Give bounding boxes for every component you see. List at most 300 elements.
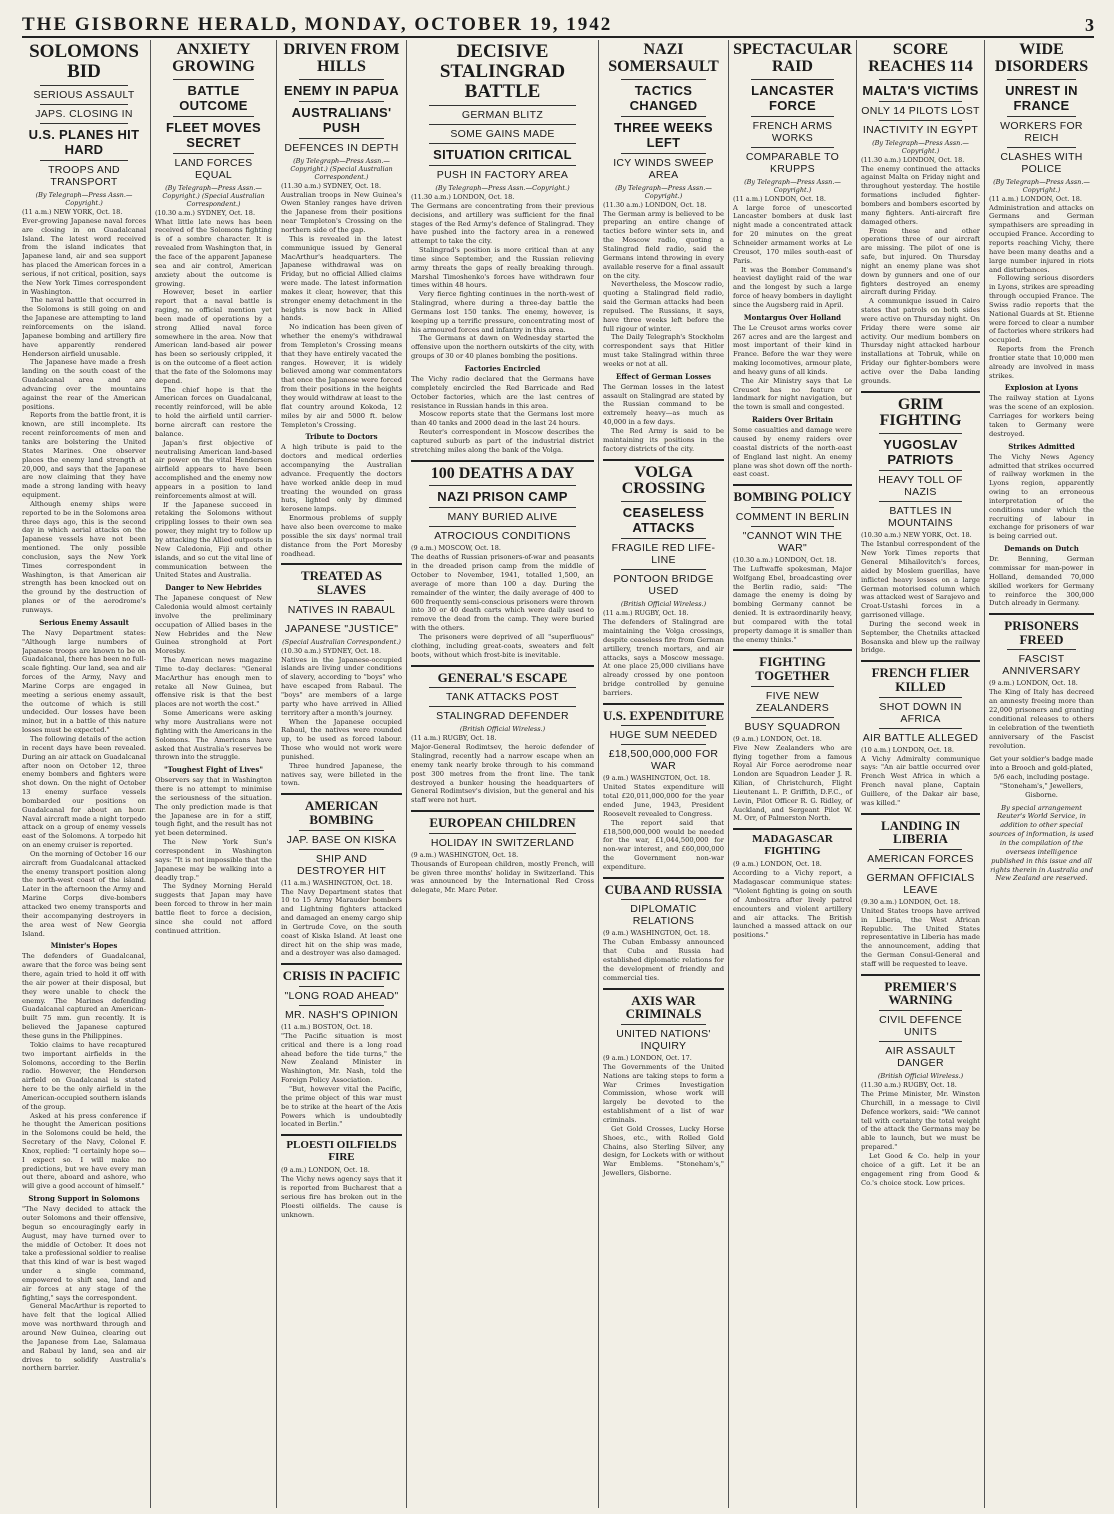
- headline-rule: [429, 165, 576, 166]
- headline-rule: [299, 138, 384, 139]
- article: [155, 42, 272, 935]
- article: [603, 988, 724, 1178]
- headline: VOLGA CROSSING: [621, 463, 706, 498]
- headline: PRISONERS FREED: [1004, 618, 1079, 647]
- subheadline: FIVE NEW ZEALANDERS: [755, 689, 830, 714]
- copyright-notice: By special arrangement Reuter's World Service, in addition to other special sources of information, is used in the compilation of the overseas intelligence published in this issue and all rights therein in Australia and New Zealand are reserved.: [989, 803, 1094, 883]
- paragraph: The German army is believed to be preparing an entire change of tactics before winter sets in, and the Moscow radio, quoting a Stalingrad field radio, said the Germans intend throwing in every available reserve for a final assault on the city.: [603, 209, 724, 280]
- headline: CUBA AND RUSSIA: [604, 881, 723, 897]
- article: [22, 42, 146, 1373]
- paragraph: Although enemy ships were reported to be in the Solomons area three days ago, this is the second day in which aerial attacks on the Japanese vessels have not been mentioned. The only possible conclusion, says the New York Times correspondent in Washington, is that American air strength has been knocked out on the ground by the destruction of planes or of the aerodrome's runways.: [22, 499, 146, 614]
- paragraph: The defenders of Guadalcanal, aware that the force was being sent there, again tried to hold it off with the air power at their disposal, but they were unable to check the enemy. The Marines defending Guadalcanal captured an American-built 75 mm. gun recently. It is believed the Japanese captured these guns in the Philippines.: [22, 952, 146, 1040]
- headline-rule: [879, 470, 962, 471]
- dateline: (10 a.m.) LONDON, Oct. 18.: [861, 745, 954, 754]
- paragraph: The defenders of Stalingrad are maintaining the Volga crossings, despite ceaseless fire from German artillery, trench mortars, and air attacks, says a Moscow message. At one place 25,000 civilians have already crossed by one pontoon bridge controlled by genuine barriers.: [603, 618, 724, 697]
- subheadline: LANCASTER FORCE: [751, 82, 834, 113]
- headline: NAZI SOMERSAULT: [608, 41, 719, 75]
- paragraph: Nevertheless, the Moscow radio, quoting a Stalingrad field radio, said the German attacks had been repulsed. The Russians, it says, have three weeks left before the full rigour of winter.: [603, 280, 724, 333]
- dateline: (11 a.m.) LONDON, Oct. 18.: [989, 194, 1082, 203]
- headline-rule: [429, 706, 576, 707]
- paragraph: The enemy continued the attacks against Malta on Friday night and throughout yesterday. The hostile formations included fighter-bombers and bombers escorted by many fighters. Anti-aircraft fire damaged others.: [861, 164, 980, 226]
- subheadline: UNITED NATIONS' INQUIRY: [616, 1027, 711, 1052]
- dateline: (9 a.m.) MOSCOW, Oct. 18.: [411, 544, 501, 553]
- subheadline: AUSTRALIANS' PUSH: [291, 104, 392, 135]
- paragraph: Dr. Benning, German commissar for man-power in Holland, demanded 70,000 skilled workers for Germany to reinforce the 300,000 Dutch already in Germany.: [989, 555, 1094, 608]
- article-divider: [861, 813, 980, 815]
- article-divider: [281, 963, 402, 965]
- section-subhead: Raiders Over Britain: [751, 415, 834, 425]
- headline: FRENCH FLIER KILLED: [871, 665, 970, 694]
- paragraph: The Vichy news agency says that it is reported from Bucharest that a serious fire has broken out in the Ploesti oilfields. The cause is unknown.: [281, 1175, 402, 1219]
- subheadline: STALINGRAD DEFENDER: [436, 710, 569, 723]
- headline: SPECTACULAR RAID: [733, 41, 852, 75]
- dateline: (9.30 a.m.) LONDON, Oct. 18.: [861, 897, 961, 906]
- article-divider: [603, 703, 724, 705]
- article: [411, 460, 594, 660]
- paragraph: Following serious disorders in Lyons, strikes are spreading through occupied France. The Swiss radio reports that the National Guards at St. Etienne were forced to clear a number of factories where strikers had occupied.: [989, 274, 1094, 345]
- subheadline: SHOT DOWN IN AFRICA: [879, 700, 962, 725]
- dateline: (11.30 a.m.) LONDON, Oct. 18.: [603, 200, 707, 209]
- subheadline: MALTA'S VICTIMS: [862, 82, 979, 98]
- subheadline: DIPLOMATIC RELATIONS: [630, 903, 697, 928]
- article-divider: [411, 460, 594, 462]
- paragraph: Some Americans were asking why more Australians were not fighting with the Americans in the Solomons. The Americans have asked that Australia's reserves be thrown into the struggle.: [155, 709, 272, 762]
- headline-rule: [429, 143, 576, 144]
- subheadline: FASCIST ANNIVERSARY: [1002, 653, 1081, 678]
- paragraph: Five New Zealanders who are flying together from a famous Royal Air Force aerodrome near London are Squadron Leader J. R. Kilian, of Christchurch, Flight Lieutenant L. P. Griffith, D.F.C., of Levin, Pilot Officer R. G. Ridley, of Auckland, and Sergeant Pilot W. M. Orr, of Palmerston North.: [733, 743, 852, 823]
- paragraph: A high tribute is paid to the doctors and medical orderlies accompanying the Australian advance. Frequently the doctors have worked ankle deep in mud treating the wounded on grass huts, lighted only by dimmed kerosene lamps.: [281, 443, 402, 514]
- article-divider: [281, 563, 402, 565]
- headline: TREATED AS SLAVES: [300, 568, 383, 597]
- dateline: (10.30 a.m.) NEW YORK, Oct. 18.: [861, 531, 972, 540]
- headline-rule: [429, 507, 576, 508]
- section-subhead: Explosion at Lyons: [1004, 383, 1079, 393]
- section-subhead: Serious Enemy Assault: [39, 617, 129, 627]
- subheadline: MR. NASH'S OPINION: [285, 1008, 398, 1021]
- paragraph: The Governments of the United Nations are taking steps to form a War Crimes Investigation Commission, whose work will largely be devoted to the establishment of a list of war criminals.: [603, 1062, 724, 1124]
- paragraph: General MacArthur is reported to have felt that the logical Allied move was northward through and around New Guinea, clearing out the Japanese from Lae, Salamaua and Rabaul by land, sea and air drives to solidify Australia's northern barrier.: [22, 1302, 146, 1373]
- headline-rule: [429, 687, 576, 688]
- paragraph: Three hundred Japanese, the natives say, were billeted in the town.: [281, 761, 402, 788]
- wire-credit: (By Telegraph—Press Assn.—Copyright.): [872, 138, 969, 155]
- wire-credit: (By Telegraph—Press Assn.—Copyright.): [993, 177, 1090, 194]
- subheadline: U.S. PLANES HIT HARD: [28, 126, 140, 157]
- paragraph: The naval battle that occurred in the Solomons is still going on and the Japanese are attempting to land reinforcements on the island. Japanese bombing and artillery fire have apparently rendered Henderson airfield unusable.: [22, 296, 146, 358]
- paragraph: United States expenditure will total £20,011,000,000 for the year ended June, 1943, President Roosevelt revealed to Congress.: [603, 783, 724, 818]
- headline: LANDING IN LIBERIA: [880, 817, 961, 847]
- paragraph: "The Navy decided to attack the outer Solomons and their offensive, begun so encouragingly early in August, may have turned over to the middle of October. It does not take a professional soldier to realise that this kind of war is best waged under a single command, empowered to shift sea, land and air forces at any stage of the fighting," says the correspondent.: [22, 1205, 146, 1302]
- dateline: (9 a.m.) LONDON, Oct. 18.: [733, 734, 822, 743]
- paragraph: The Navy Department states: "Although large numbers of Japanese troops are known to be on Guadalcanal, there has been no full-scale fighting. Our land, sea and air forces of the Army, Navy and Marine Corps are engaged in meeting a serious enemy assault, the outcome of which is still undecided. Our losses have been minor, but in a battle of this nature losses must be expected.": [22, 628, 146, 735]
- section-subhead: Demands on Dutch: [1004, 544, 1079, 554]
- headline-rule: [173, 153, 254, 154]
- headline-rule: [879, 501, 962, 502]
- paragraph: The report said that £18,500,000,000 would be needed for the war, £1,044,500,000 for non-war interest, and £60,000,000 the Government non-war expenditure.: [603, 818, 724, 871]
- article: [989, 613, 1094, 750]
- paragraph: The railway station at Lyons was the scene of an explosion. Carriages for workers being taken to Germany were destroyed.: [989, 394, 1094, 438]
- article: [411, 810, 594, 895]
- paragraph: The Germans at dawn on Wednesday started the offensive upon the northern outskirts of the city, with groups of 30 or 40 planes bombing the positions.: [411, 334, 594, 361]
- headline-rule: [879, 728, 962, 729]
- subheadline: SHIP AND DESTROYER HIT: [296, 852, 387, 877]
- paragraph: From these and other operations three of our aircraft are missing. The pilot of one is safe, but injured. On Thursday night an enemy plane was shot down by gunners and one of our fighters destroyed an enemy aircraft during Friday.: [861, 226, 980, 297]
- headline-rule: [621, 79, 706, 80]
- subheadline: HUGE SUM NEEDED: [609, 729, 718, 742]
- paragraph: A Vichy Admiralty communique says: "An air battle occurred over French West Africa in which a French naval plane, Captain Guillere, of the Dakar air base, was killed.": [861, 754, 980, 807]
- article-divider: [603, 877, 724, 879]
- article: [281, 963, 402, 1129]
- article: [861, 974, 980, 1188]
- article-divider: [861, 660, 980, 662]
- paragraph: If the Japanese succeed in retaking the Solomons without crippling losses to their own sea power, they might try to follow up by attacking the Allied outposts in New Caledonia, Fiji and other islands, and so cut the vital line of communication between the United States and Australia.: [155, 500, 272, 580]
- paragraph: The Red Army is said to be maintaining its positions in the factory districts of the city.: [603, 427, 724, 453]
- headline: MADAGASCAR FIGHTING: [752, 833, 833, 857]
- subheadline: MANY BURIED ALIVE: [447, 511, 558, 524]
- headline-rule: [879, 697, 962, 698]
- headline: AXIS WAR CRIMINALS: [625, 992, 702, 1022]
- section-subhead: Minister's Hopes: [50, 941, 118, 951]
- subheadline: COMPARABLE TO KRUPPS: [745, 150, 840, 175]
- page-number: 3: [1085, 14, 1094, 35]
- headline-rule: [173, 79, 254, 80]
- subheadline: JAPANESE "JUSTICE": [284, 622, 399, 635]
- headline-rule: [1007, 147, 1076, 148]
- headline: GENERAL'S ESCAPE: [437, 669, 568, 685]
- column-6: [728, 40, 856, 1508]
- paragraph: The Air Ministry says that Le Creusot has no feature or landmark for night navigation, but the town is small and congested.: [733, 376, 852, 412]
- section-subhead: Tribute to Doctors: [305, 432, 378, 442]
- headline-rule: [879, 868, 962, 869]
- article: [281, 1134, 402, 1219]
- subheadline: £18,500,000,000 FOR WAR: [608, 748, 719, 773]
- headline-rule: [621, 1024, 706, 1025]
- wire-credit: (By Telegraph—Press Assn.—Copyright.): [435, 183, 570, 192]
- subheadline: ICY WINDS SWEEP AREA: [613, 156, 714, 181]
- column-3: [276, 40, 406, 1508]
- subheadline: LAND FORCES EQUAL: [174, 156, 253, 181]
- paragraph: Observers say that in Washington there is no attempt to minimise the seriousness of the situation. The only prediction made is that the Japanese are in for a stiff, tough fight, and the result has not yet been determined.: [155, 776, 272, 838]
- dateline: (11 a.m.) BOSTON, Oct. 18.: [281, 1022, 373, 1031]
- article: [281, 563, 402, 788]
- paragraph: Reports from the French frontier state that 10,000 men already are involved in mass strikes.: [989, 345, 1094, 380]
- subheadline: COMMENT IN BERLIN: [735, 510, 850, 523]
- headline-rule: [1007, 116, 1076, 117]
- subheadline: INACTIVITY IN EGYPT: [862, 123, 979, 136]
- headline-rule: [299, 986, 384, 987]
- headline-rule: [879, 1041, 962, 1042]
- headline-rule: [879, 849, 962, 850]
- paragraph: Ever-growing Japanese naval forces are closing in on Guadalcanal Island. The latest word received from the island indicates that Japanese land, air and sea support has placed the American forces in a serious, if not critical, position, says the New York Times correspondent in Washington.: [22, 216, 146, 296]
- headline-rule: [621, 538, 706, 539]
- article: [281, 42, 402, 558]
- subheadline: PONTOON BRIDGE USED: [613, 573, 714, 598]
- section-subhead: Factories Encircled: [464, 364, 541, 373]
- article-divider: [733, 484, 852, 486]
- headline-rule: [173, 116, 254, 117]
- headline: SCORE REACHES 114: [868, 41, 973, 75]
- article: [281, 793, 402, 958]
- subheadline: ENEMY IN PAPUA: [284, 82, 399, 98]
- column-4: [406, 40, 598, 1508]
- headline-rule: [751, 79, 834, 80]
- subheadline: BUSY SQUADRON: [744, 720, 841, 733]
- paragraph: According to a Vichy report, a Madagascar communique states: "Violent fighting is going on south of Ambositra after lively patrol encounters and violent artillery and air attacks. The British launched a massed attack on our positions.": [733, 869, 852, 940]
- column-8: [984, 40, 1098, 1508]
- paragraph: Australian troops in New Guinea's Owen Stanley ranges have driven the Japanese from their positions near Templeton's Crossing on the northern side of the gap.: [281, 190, 402, 234]
- paragraph: A large force of unescorted Lancaster bombers at dusk last night made a concentrated attack for 20 minutes on the great Schneider armament works at Le Creusot, 170 miles south-east of Paris.: [733, 203, 852, 265]
- article-divider: [603, 988, 724, 990]
- headline: PLOESTI OILFIELDS FIRE: [286, 1139, 397, 1163]
- headline-rule: [299, 101, 384, 102]
- subheadline: NATIVES IN RABAUL: [287, 603, 396, 616]
- subheadline: DEFENCES IN DEPTH: [284, 141, 399, 154]
- dateline: (11 a.m.) WASHINGTON, Oct. 18.: [281, 878, 393, 887]
- article: [733, 484, 852, 644]
- headline-rule: [751, 147, 834, 148]
- headline-rule: [621, 725, 706, 726]
- paragraph: The chief hope is that the American forces on Guadalcanal, recently reinforced, will be able to hold the airfield until carrier-borne aircraft can restore the balance.: [155, 385, 272, 438]
- headline-rule: [299, 1005, 384, 1006]
- paragraph: It was the Bomber Command's heaviest daylight raid of the war and the longest by such a large force of heavy bombers in daylight since the Augsberg raid in April.: [733, 265, 852, 309]
- subheadline: JAPS. CLOSING IN: [35, 107, 133, 120]
- article: [861, 660, 980, 807]
- headline: DECISIVE STALINGRAD BATTLE: [439, 41, 566, 102]
- paragraph: Asked at his press conference if he thought the American positions in the Solomons could be held, the Secretary of the Navy, Colonel F. Knox, replied: "I certainly hope so—I expect so. I will make no predictions, but we have every man out there, aboard and ashore, who will give a good account of himself.": [22, 1111, 146, 1191]
- headline-rule: [621, 116, 706, 117]
- headline-rule: [879, 1010, 962, 1011]
- paragraph: However, beset in earlier report that a naval battle is raging, no official mention yet been made of operations by a strong Allied naval force somewhere in the area. Now that American land-based air power has been so seriously crippled, it is on the outcome of a fleet action that the fate of the Solomons may depend.: [155, 288, 272, 385]
- subheadline: AIR BATTLE ALLEGED: [862, 731, 979, 744]
- headline-rule: [1007, 79, 1076, 80]
- headline: FIGHTING TOGETHER: [755, 654, 830, 684]
- article: [861, 391, 980, 656]
- paragraph: United States troops have arrived in Liberia, the West African Republic. The United States representative in Liberia has made the announcement, adding that the German Consul-General and staff will be requested to leave.: [861, 906, 980, 968]
- headline-rule: [429, 485, 576, 486]
- subheadline: AIR ASSAULT DANGER: [885, 1045, 956, 1070]
- article-divider: [411, 665, 594, 667]
- masthead-title: THE GISBORNE HERALD, MONDAY, OCTOBER 19, 1942: [22, 14, 613, 35]
- subheadline: ATROCIOUS CONDITIONS: [434, 530, 571, 543]
- subheadline: AMERICAN FORCES: [867, 852, 974, 865]
- wire-credit: (By Telegraph—Press Assn.—Copyright.): [744, 177, 841, 194]
- dateline: (9 a.m.) LONDON, Oct. 18.: [989, 679, 1078, 688]
- headline-rule: [621, 153, 706, 154]
- headline: SOLOMONS BID: [29, 41, 139, 82]
- dateline: (11.30 a.m.) LONDON, Oct. 18.: [861, 155, 965, 164]
- subheadline: FRAGILE RED LIFE-LINE: [611, 542, 716, 567]
- subheadline: "CANNOT WIN THE WAR": [742, 529, 843, 554]
- dateline: (9 a.m.) LONDON, Oct. 18.: [733, 860, 822, 869]
- article: [603, 877, 724, 983]
- headline: PREMIER'S WARNING: [884, 978, 957, 1008]
- article: [733, 828, 852, 940]
- paragraph: Reports from the battle front, it is known, are still incomplete. Its recent reinforcements of men and tanks are bolstering the United States Marines. One observer places the enemy land strength at 20,000, and says that the Japanese are now claiming that they have made a strong landing with heavy equipment.: [22, 411, 146, 500]
- dateline: (10.30 a.m.) LONDON, Oct. 18.: [733, 555, 837, 564]
- paragraph: This is revealed in the latest communique issued by General MacArthur's headquarters. The Japanese withdrawal was on Friday, but no official Allied claims were made. The latest information makes it clear, however, that this stronger enemy detachment in the heights is now back in Allied hands.: [281, 234, 402, 323]
- headline-rule: [40, 160, 128, 161]
- masthead: [22, 14, 1094, 38]
- headline-rule: [621, 501, 706, 502]
- paragraph: No indication has been given of whether the enemy's withdrawal from Templeton's Crossing means that they have entirely vacated the ranges. However, it is widely believed among war commentators that once the Japanese were forced from their positions in the heights they would withdraw at least to the flat country around Kokoda, 12 miles by air and 5000 ft. below Templeton's Crossing.: [281, 323, 402, 429]
- dateline: (11.30 a.m.) RUGBY, Oct. 18.: [861, 1081, 957, 1090]
- dateline: (9 a.m.) WASHINGTON, Oct. 18.: [411, 850, 519, 859]
- headline-rule: [299, 830, 384, 831]
- paragraph: Very fierce fighting continues in the north-west of Stalingrad, where during a three-day battle the Germans lost 150 tanks. The enemy, however, is keeping up a terrific pressure, concentrating most of his armoured forces and infantry in this area.: [411, 290, 594, 334]
- article-divider: [411, 810, 594, 812]
- headline-rule: [751, 526, 834, 527]
- article: [733, 649, 852, 823]
- subheadline: CLASHES WITH POLICE: [1000, 150, 1083, 175]
- headline-rule: [299, 79, 384, 80]
- article-divider: [861, 974, 980, 976]
- paragraph: "But, however vital the Pacific, the prime object of this war must be to strike at the heart of the Axis Powers which is undoubtedly located in Berlin.": [281, 1085, 402, 1129]
- paragraph: The Vichy News Agency admitted that strikes occurred of railway workmen in the Lyons region, apparently owing to an erroneous interpretation of the conditions under which the recruiting of labour in exchange for prisoners of war is being carried out.: [989, 452, 1094, 541]
- subheadline: SERIOUS ASSAULT: [33, 88, 135, 101]
- article-divider: [281, 1134, 402, 1136]
- subheadline: SOME GAINS MADE: [450, 127, 555, 140]
- headline: EUROPEAN CHILDREN: [429, 815, 576, 831]
- advertisement: Get your soldier's badge made into a Brooch and gold-plated, 5/6 each, including postage. "Stoneham's," Jewellers, Gisborne.: [989, 755, 1094, 799]
- subheadline: CIVIL DEFENCE UNITS: [879, 1014, 962, 1039]
- paragraph: The Sydney Morning Herald suggests that Japan may have been forced to throw in her main battle fleet to force a decision, since she could not afford continued attrition.: [155, 882, 272, 935]
- headline-rule: [40, 123, 128, 124]
- paragraph: The Prime Minister, Mr. Winston Churchill, in a message to Civil Defence workers, said: "We cannot tell with certainty the total weight of the attack the Germans may be able to launch, but we must be prepared.": [861, 1090, 980, 1152]
- subheadline: GERMAN BLITZ: [461, 108, 544, 121]
- article: [411, 42, 594, 455]
- headline: BOMBING POLICY: [733, 489, 852, 505]
- subheadline: "LONG ROAD AHEAD": [284, 989, 399, 1002]
- article-divider: [281, 793, 402, 795]
- section-subhead: Montargus Over Holland: [743, 312, 842, 322]
- headline-rule: [751, 686, 834, 687]
- paragraph: The German losses in the latest assault on Stalingrad are stated by the Russian command to be extremely heavy—as much as 40,000 in a few days.: [603, 382, 724, 427]
- headline-rule: [879, 120, 962, 121]
- headline-rule: [621, 744, 706, 745]
- dateline: (11 a.m.) RUGBY, Oct. 18.: [411, 734, 497, 743]
- headline-rule: [40, 104, 128, 105]
- wire-credit: (British Official Wireless.): [459, 725, 546, 734]
- article: [861, 42, 980, 386]
- subheadline: WORKERS FOR REICH: [1000, 119, 1083, 144]
- paragraph: Let Good & Co. help in your choice of a gift. Let it be an engagement ring from Good & Co.'s choice stock. Low prices.: [861, 1151, 980, 1187]
- column-5: [598, 40, 728, 1508]
- paragraph: Stalingrad's position is more critical than at any time since September, and the Russian relieving army threats the gaps of really breaking through. Marshal Timoshenko's forces have withdrawn four times within 48 hours.: [411, 246, 594, 290]
- column-2: [150, 40, 276, 1508]
- paragraph: The Japanese have made a fresh landing on the south coast of the Guadalcanal area and are advancing over the mountains against the rear of the American positions.: [22, 358, 146, 411]
- subheadline: HEAVY TOLL OF NAZIS: [878, 474, 963, 499]
- paragraph: Natives in the Japanese-occupied islands are living under conditions of slavery, according to "boys" who have escaped from Rabaul. The "boys" are members of a large party who have arrived in Allied territory after a month's journey.: [281, 655, 402, 717]
- dateline: (9 a.m.) LONDON, Oct. 17.: [603, 1053, 692, 1062]
- article-divider: [603, 459, 724, 461]
- wire-credit: (British Official Wireless.): [877, 1072, 964, 1081]
- dateline: (11 a.m.) NEW YORK, Oct. 18.: [22, 207, 123, 216]
- subheadline: TROOPS AND TRANSPORT: [48, 163, 120, 188]
- wire-credit: (British Official Wireless.): [620, 600, 707, 609]
- headline: GRIM FIGHTING: [879, 395, 962, 430]
- article-divider: [861, 391, 980, 393]
- headline-rule: [621, 569, 706, 570]
- headline-rule: [751, 717, 834, 718]
- paragraph: Japan's first objective of neutralising American land-based air power on the vital Henderson airfield appears to have been accomplished and the enemy now appears in a position to land reinforcements almost at will.: [155, 438, 272, 500]
- paragraph: Some casualties and damage were caused by enemy raiders over coastal districts of the north-east of England last night. An enemy plane was shot down off the north-east coast.: [733, 426, 852, 479]
- paragraph: Administration and attacks on Germans and German sympathisers are spreading in occupied France. According to reports reaching Vichy, there have been many deaths and a large number injured in riots and disturbances.: [989, 203, 1094, 274]
- subheadline: TANK ATTACKS POST: [445, 691, 560, 704]
- wire-credit: (By Telegraph—Press Assn.—Copyright.) (Special Australian Correspondent.): [290, 156, 393, 181]
- headline: 100 DEATHS A DAY: [430, 464, 575, 482]
- subheadline: THREE WEEKS LEFT: [614, 119, 713, 150]
- article: [861, 813, 980, 969]
- headline: CRISIS IN PACIFIC: [282, 968, 401, 984]
- paragraph: Major-General Rodimtsev, the heroic defender of Stalingrad, recently had a narrow escape when an enemy tank nearly broke through to his command post 300 metres from the front line. The tank destroyed a bunker housing the headquarters of General Rodimtsev's division, but the general and his staff were not hurt.: [411, 743, 594, 805]
- dateline: (9 a.m.) LONDON, Oct. 18.: [281, 1166, 370, 1175]
- subheadline: BATTLES IN MOUNTAINS: [888, 505, 953, 530]
- paragraph: The following details of the action in recent days have been revealed. During an air attack on Guadalcanal after noon on October 12, three enemy bombers and fighters were shot down. On the night of October 13 enemy surface vessels bombarded our positions on Guadalcanal for about an hour. Naval aircraft made a night torpedo attack on a group of enemy vessels east of the Solomons. A torpedo hit on an enemy cruiser is reported.: [22, 734, 146, 850]
- paragraph: "The Pacific situation is most critical and there is a long road ahead before the tide turns," the New Zealand Minister in Washington, Mr. Nash, told the Foreign Policy Association.: [281, 1031, 402, 1085]
- paragraph: The Germans are concentrating from their previous decisions, and artillery was sufficient for the final stages of the Red Army's defence of Stalingrad. They have pushed into the factory area in a renewed attempt to take the city.: [411, 201, 594, 246]
- headline: WIDE DISORDERS: [994, 41, 1089, 75]
- paragraph: Thousands of European children, mostly French, will be given three months' holiday in Switzerland. This was announced by the International Red Cross delegate, Mr. Marc Peter.: [411, 859, 594, 895]
- dateline: (11.30 a.m.) LONDON, Oct. 18.: [411, 192, 515, 201]
- subheadline: SITUATION CRITICAL: [433, 146, 572, 162]
- section-subhead: Strong Support in Solomons: [28, 1194, 140, 1204]
- section-subhead: "Toughest Fight of Lives": [164, 765, 263, 775]
- subheadline: YUGOSLAV PATRIOTS: [883, 437, 958, 468]
- wire-credit: (By Telegraph—Press Assn.—Copyright.): [35, 190, 133, 207]
- headline-rule: [429, 105, 576, 106]
- headline-rule: [40, 85, 128, 86]
- headline-rule: [879, 79, 962, 80]
- paragraph: The American news magazine Time to-day declares: "General MacArthur has enough men to retake all New Guinea, but offensive risk is that the best places are not worth the cost.": [155, 656, 272, 709]
- paragraph: The Japanese conquest of New Caledonia would almost certainly involve the preliminary occupation of Allied bases in the New Hebrides and the New Guinea stronghold at Port Moresby.: [155, 594, 272, 656]
- column-7: [856, 40, 984, 1508]
- headline-rule: [879, 433, 962, 434]
- paragraph: Moscow reports state that the Germans lost more than 40 tanks and 2000 dead in the last 24 hours.: [411, 410, 594, 428]
- paragraph: The Daily Telegraph's Stockholm correspondent says that Hitler must take Stalingrad within three weeks or not at all.: [603, 333, 724, 368]
- paragraph: On the morning of October 16 our aircraft from Guadalcanal attacked the enemy transport position along the north-west coast of the island. Later in the afternoon the Army and Marine Corps dive-bombers attacked two enemy transports and their accompanying destroyers in the area west of New Georgia Island.: [22, 849, 147, 938]
- headline-rule: [879, 101, 962, 102]
- subheadline: NAZI PRISON CAMP: [437, 489, 568, 505]
- wire-credit: (Special Australian Correspondent.): [282, 637, 401, 646]
- headline-rule: [299, 600, 384, 601]
- headline: ANXIETY GROWING: [172, 41, 255, 75]
- subheadline: UNREST IN FRANCE: [1005, 82, 1078, 113]
- subheadline: FRENCH ARMS WORKS: [752, 119, 833, 144]
- headline-rule: [1007, 649, 1076, 650]
- subheadline: JAP. BASE ON KISKA: [286, 833, 397, 846]
- paragraph: The Navy Department states that 10 to 15 Army Marauder bombers and Lightning fighters attacked and damaged an enemy cargo ship in Gertrude Cove, on the south coast of Kiska Island. At least one direct hit on the ship was made, and a destroyer was also damaged.: [281, 887, 402, 958]
- column-1: [22, 40, 150, 1508]
- paragraph: A communique issued in Cairo states that patrols on both sides were active on Thursday night. On Friday there were some air activity. Our medium bombers on Thursday night attacked harbour installations at Tobruk, while on Friday our fighter-bombers were active over the Daba landing grounds.: [861, 297, 980, 385]
- headline-rule: [751, 116, 834, 117]
- headline-rule: [429, 526, 576, 527]
- wire-credit: (By Telegraph—Press Assn.—Copyright.): [615, 183, 712, 200]
- subheadline: CEASELESS ATTACKS: [622, 505, 705, 536]
- paragraph: During the second week in September, the Chetniks attacked Bosanska and blew up the railway bridge.: [861, 619, 980, 655]
- headline-rule: [751, 507, 834, 508]
- wire-credit: (By Telegraph—Press Assn.—Copyright.) (Special Australian Correspondent.): [162, 183, 265, 208]
- article-divider: [989, 613, 1094, 615]
- article-divider: [733, 649, 852, 651]
- paragraph: The Istanbul correspondent of the New York Times reports that General Mihailovitch's forces, aided by Moslem guerillas, have inflicted heavy losses on a large German motorised column which was attacked west of Sarajevo and Croat-Ustashi forces in a garrisoned village.: [861, 540, 980, 620]
- article: [989, 42, 1094, 608]
- paragraph: The Le Creusot arms works cover 267 acres and are the largest and most important of their kind in France. Before the war they were making locomotives, armour plate, and heavy guns of all kinds.: [733, 323, 852, 376]
- article: [603, 42, 724, 454]
- subheadline: ONLY 14 PILOTS LOST: [861, 104, 980, 117]
- headline-rule: [429, 833, 576, 834]
- paragraph: The New York Sun's correspondent in Washington says: "It is not impossible that the Japanese may be walking into a deadly trap.": [155, 838, 272, 882]
- dateline: (9 a.m.) WASHINGTON, Oct. 18.: [603, 929, 711, 938]
- paragraph: When the Japanese occupied Rabaul, the natives were rounded up, to be used as forced labour. Those who would not work were punished.: [281, 717, 402, 761]
